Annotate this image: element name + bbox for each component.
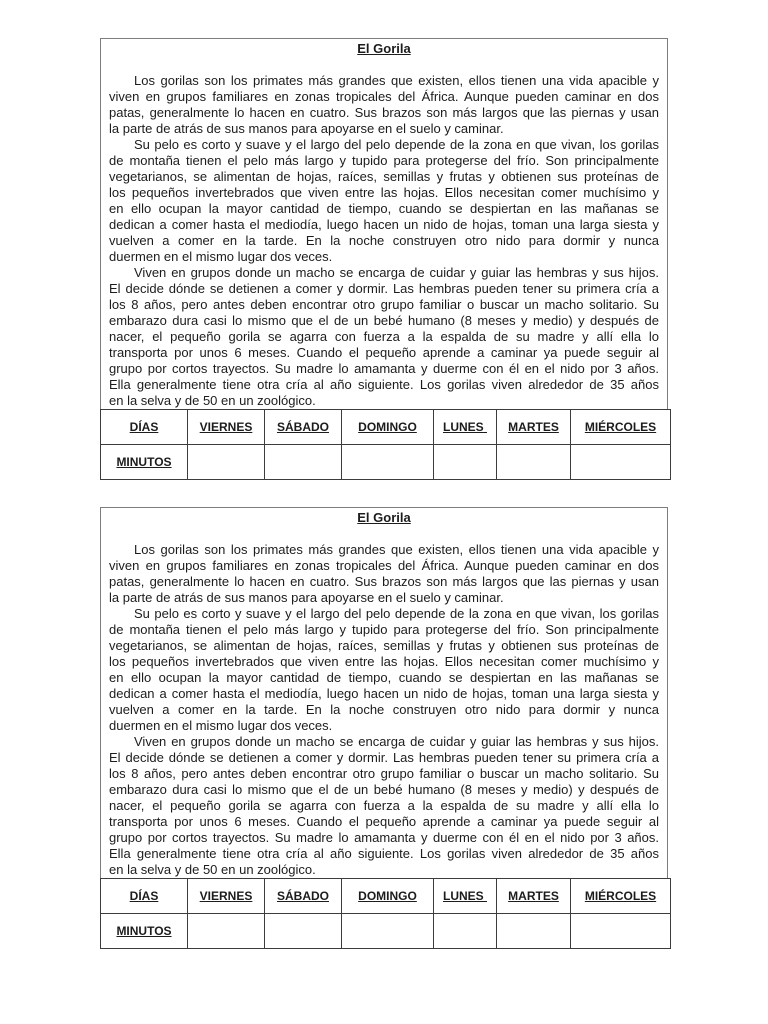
minutes-cell xyxy=(188,914,265,949)
worksheet-title: El Gorila xyxy=(357,510,411,525)
header-cell-lunes: LUNES xyxy=(434,410,497,445)
title-line xyxy=(109,41,659,57)
worksheet-1 xyxy=(100,38,670,480)
paragraph-line: dedican a comer hasta el mediodía, luego hacen un nido de hojas, toman una larga siesta y xyxy=(109,217,659,232)
days-minutes-table xyxy=(100,878,671,949)
paragraph-3 xyxy=(109,265,659,409)
header-cell-miercoles: MIÉRCOLES xyxy=(571,879,671,914)
paragraph-line: Su pelo es corto y suave y el largo del pelo depende de la zona en que vivan, los gorilas xyxy=(134,137,659,152)
worksheet-2 xyxy=(100,507,670,949)
table-header-row xyxy=(101,879,671,914)
paragraph-line: Viven en grupos donde un macho se encarga de cuidar y guiar las hembras y sus hijos. xyxy=(134,265,659,280)
minutes-cell xyxy=(434,914,497,949)
paragraph-line: viven en grupos familiares en zonas tropicales del África. Aunque pueden caminar en dos xyxy=(109,89,659,104)
paragraph-line: El decide dónde se detienen a comer y dormir. Las hembras pueden tener su primera cría a xyxy=(109,281,659,296)
paragraph-line: los 8 años, pero antes deben encontrar otro grupo familiar o buscar un macho solitario. Su xyxy=(109,297,659,312)
paragraph-line: grupo por cortos trayectos. Su madre lo amamanta y duerme con él en el nido por 3 años. xyxy=(109,361,659,376)
paragraph-line: Los gorilas son los primates más grandes que existen, ellos tienen una vida apacible y xyxy=(134,542,659,557)
paragraph-line: duermen en el mismo lugar dos veces. xyxy=(109,718,333,733)
minutes-cell xyxy=(342,445,434,480)
paragraph-line: El decide dónde se detienen a comer y dormir. Las hembras pueden tener su primera cría a xyxy=(109,750,659,765)
header-cell-dias: DÍAS xyxy=(101,410,188,445)
title-line xyxy=(109,510,659,526)
table-header-row xyxy=(101,410,671,445)
paragraph-line: nacer, el pequeño gorila se agarra con fuerza a la espalda de su madre y allí ella lo xyxy=(109,329,659,344)
table-row xyxy=(101,445,671,480)
paragraph-2 xyxy=(109,606,659,734)
row-label-minutos: MINUTOS xyxy=(101,914,188,949)
header-cell-martes: MARTES xyxy=(497,410,571,445)
minutes-cell xyxy=(188,445,265,480)
minutes-cell xyxy=(497,445,571,480)
paragraph-line: vuelven a comer en la tarde. En la noche construyen otro nido para dormir y nunca xyxy=(109,702,659,717)
minutes-cell xyxy=(497,914,571,949)
paragraph-line: en la selva y de 50 en un zoológico. xyxy=(109,393,316,408)
paragraph-line: la parte de atrás de sus manos para apoyarse en el suelo y caminar. xyxy=(109,590,504,605)
paragraph-line: los pequeños invertebrados que viven entre las hojas. Ellos necesitan comer muchísimo y xyxy=(109,185,659,200)
paragraph-line: duermen en el mismo lugar dos veces. xyxy=(109,249,333,264)
table-row xyxy=(101,914,671,949)
paragraph-line: dedican a comer hasta el mediodía, luego hacen un nido de hojas, toman una larga siesta y xyxy=(109,686,659,701)
paragraph-2 xyxy=(109,137,659,265)
paragraph-line: Ella generalmente tiene otra cría al año siguiente. Los gorilas viven alrededor de 35 años xyxy=(109,377,659,392)
paragraph-line: Ella generalmente tiene otra cría al año siguiente. Los gorilas viven alrededor de 35 años xyxy=(109,846,659,861)
paragraph-line: embarazo dura casi lo mismo que el de un bebé humano (8 meses y medio) y después de xyxy=(109,782,659,797)
header-cell-martes: MARTES xyxy=(497,879,571,914)
reading-text-box xyxy=(100,38,668,409)
header-cell-sabado: SÁBADO xyxy=(265,410,342,445)
paragraph-line: de montaña tienen el pelo más largo y tupido para protegerse del frío. Son principalmente xyxy=(109,622,659,637)
paragraph-1 xyxy=(109,73,659,137)
paragraph-line: vegetarianos, se alimentan de hojas, raíces, semillas y frutas y obtienen sus proteínas de xyxy=(109,638,659,653)
days-minutes-table xyxy=(100,409,671,480)
paragraph-line: los 8 años, pero antes deben encontrar otro grupo familiar o buscar un macho solitario. Su xyxy=(109,766,659,781)
paragraph-line: vuelven a comer en la tarde. En la noche construyen otro nido para dormir y nunca xyxy=(109,233,659,248)
minutes-cell xyxy=(571,445,671,480)
minutes-cell xyxy=(265,445,342,480)
header-cell-viernes: VIERNES xyxy=(188,879,265,914)
paragraph-line: patas, generalmente lo hacen en cuatro. Sus brazos son más largos que las piernas y usan xyxy=(109,574,659,589)
paragraph-line: vegetarianos, se alimentan de hojas, raíces, semillas y frutas y obtienen sus proteínas de xyxy=(109,169,659,184)
paragraph-line: embarazo dura casi lo mismo que el de un bebé humano (8 meses y medio) y después de xyxy=(109,313,659,328)
header-cell-lunes: LUNES xyxy=(434,879,497,914)
row-label-minutos: MINUTOS xyxy=(101,445,188,480)
blank-line xyxy=(109,526,659,542)
minutes-cell xyxy=(265,914,342,949)
header-cell-domingo: DOMINGO xyxy=(342,410,434,445)
paragraph-line: en ello ocupan la mayor cantidad de tiempo, cuando se despiertan en las mañanas se xyxy=(109,670,659,685)
minutes-cell xyxy=(342,914,434,949)
paragraph-line: transporta por unos 6 meses. Cuando el pequeño aprende a caminar ya puede seguir al xyxy=(109,814,659,829)
paragraph-line: transporta por unos 6 meses. Cuando el pequeño aprende a caminar ya puede seguir al xyxy=(109,345,659,360)
paragraph-line: patas, generalmente lo hacen en cuatro. Sus brazos son más largos que las piernas y usan xyxy=(109,105,659,120)
paragraph-line: viven en grupos familiares en zonas tropicales del África. Aunque pueden caminar en dos xyxy=(109,558,659,573)
paragraph-3 xyxy=(109,734,659,878)
paragraph-1 xyxy=(109,542,659,606)
paragraph-line: nacer, el pequeño gorila se agarra con fuerza a la espalda de su madre y allí ella lo xyxy=(109,798,659,813)
minutes-cell xyxy=(571,914,671,949)
header-cell-sabado: SÁBADO xyxy=(265,879,342,914)
paragraph-line: los pequeños invertebrados que viven entre las hojas. Ellos necesitan comer muchísimo y xyxy=(109,654,659,669)
minutes-cell xyxy=(434,445,497,480)
paragraph-line: Los gorilas son los primates más grandes que existen, ellos tienen una vida apacible y xyxy=(134,73,659,88)
worksheet-title: El Gorila xyxy=(357,41,411,56)
paragraph-line: la parte de atrás de sus manos para apoyarse en el suelo y caminar. xyxy=(109,121,504,136)
reading-text-box xyxy=(100,507,668,878)
paragraph-line: Viven en grupos donde un macho se encarga de cuidar y guiar las hembras y sus hijos. xyxy=(134,734,659,749)
blank-line xyxy=(109,57,659,73)
paragraph-line: Su pelo es corto y suave y el largo del pelo depende de la zona en que vivan, los gorilas xyxy=(134,606,659,621)
header-cell-domingo: DOMINGO xyxy=(342,879,434,914)
paragraph-line: grupo por cortos trayectos. Su madre lo amamanta y duerme con él en el nido por 3 años. xyxy=(109,830,659,845)
header-cell-viernes: VIERNES xyxy=(188,410,265,445)
paragraph-line: en la selva y de 50 en un zoológico. xyxy=(109,862,316,877)
header-cell-dias: DÍAS xyxy=(101,879,188,914)
paragraph-line: en ello ocupan la mayor cantidad de tiempo, cuando se despiertan en las mañanas se xyxy=(109,201,659,216)
header-cell-miercoles: MIÉRCOLES xyxy=(571,410,671,445)
paragraph-line: de montaña tienen el pelo más largo y tupido para protegerse del frío. Son principalmente xyxy=(109,153,659,168)
